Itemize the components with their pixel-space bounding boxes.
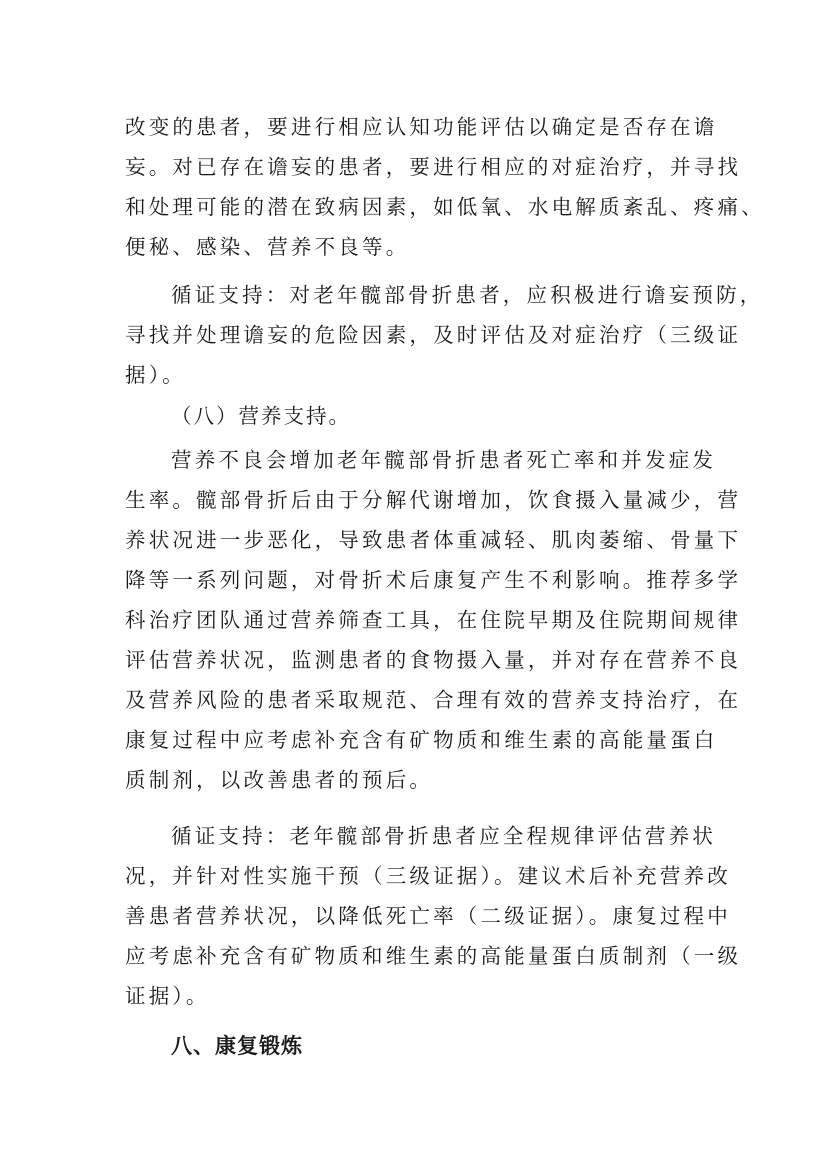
text-line: 证据）。 bbox=[125, 984, 210, 1008]
text-line: 质制剂，以改善患者的预后。 bbox=[125, 768, 434, 792]
text-line: 善患者营养状况，以降低死亡率（二级证据）。康复过程中 bbox=[125, 904, 731, 928]
text-line: 便秘、感染、营养不良等。 bbox=[125, 235, 410, 259]
text-line: 循证支持：老年髋部骨折患者应全程规律评估营养状 bbox=[171, 824, 717, 848]
paragraph-evidence-delirium bbox=[125, 275, 764, 395]
text-line: 生率。髋部骨折后由于分解代谢增加，饮食摄入量减少，营 bbox=[125, 488, 742, 512]
text-line: 养状况进一步恶化，导致患者体重减轻、肌肉萎缩、骨量下 bbox=[125, 528, 742, 552]
text-line: 寻找并处理谵妄的危险因素，及时评估及对症治疗（三级证 bbox=[125, 323, 742, 347]
text-line: 据）。 bbox=[125, 363, 186, 387]
text-line: 及营养风险的患者采取规范、合理有效的营养支持治疗，在 bbox=[125, 688, 742, 712]
section-heading-nutrition: （八）营养支持。 bbox=[171, 404, 351, 428]
text-line: 应考虑补充含有矿物质和维生素的高能量蛋白质制剂（一级 bbox=[125, 944, 742, 968]
paragraph-nutrition bbox=[125, 440, 742, 800]
text-line: 改变的患者，要进行相应认知功能评估以确定是否存在谵 bbox=[125, 115, 718, 139]
chapter-heading-rehabilitation: 八、康复锻炼 bbox=[171, 1034, 303, 1058]
text-line: 康复过程中应考虑补充含有矿物质和维生素的高能量蛋白 bbox=[125, 728, 718, 752]
text-line: 循证支持：对老年髋部骨折患者，应积极进行谵妄预防， bbox=[171, 283, 764, 307]
text-line: 评估营养状况，监测患者的食物摄入量，并对存在营养不良 bbox=[125, 648, 742, 672]
paragraph-delirium-continuation bbox=[125, 107, 765, 267]
paragraph-evidence-nutrition bbox=[125, 816, 742, 1016]
text-line: 科治疗团队通过营养筛查工具，在住院早期及住院期间规律 bbox=[125, 608, 742, 632]
text-line: 和处理可能的潜在致病因素，如低氧、水电解质紊乱、疼痛、 bbox=[125, 195, 765, 219]
text-line: 况，并针对性实施干预（三级证据）。建议术后补充营养改 bbox=[125, 864, 731, 888]
text-line: 营养不良会增加老年髋部骨折患者死亡率和并发症发 bbox=[171, 448, 717, 472]
text-line: 妄。对已存在谵妄的患者，要进行相应的对症治疗，并寻找 bbox=[125, 155, 742, 179]
text-line: 降等一系列问题，对骨折术后康复产生不利影响。推荐多学 bbox=[125, 568, 742, 592]
